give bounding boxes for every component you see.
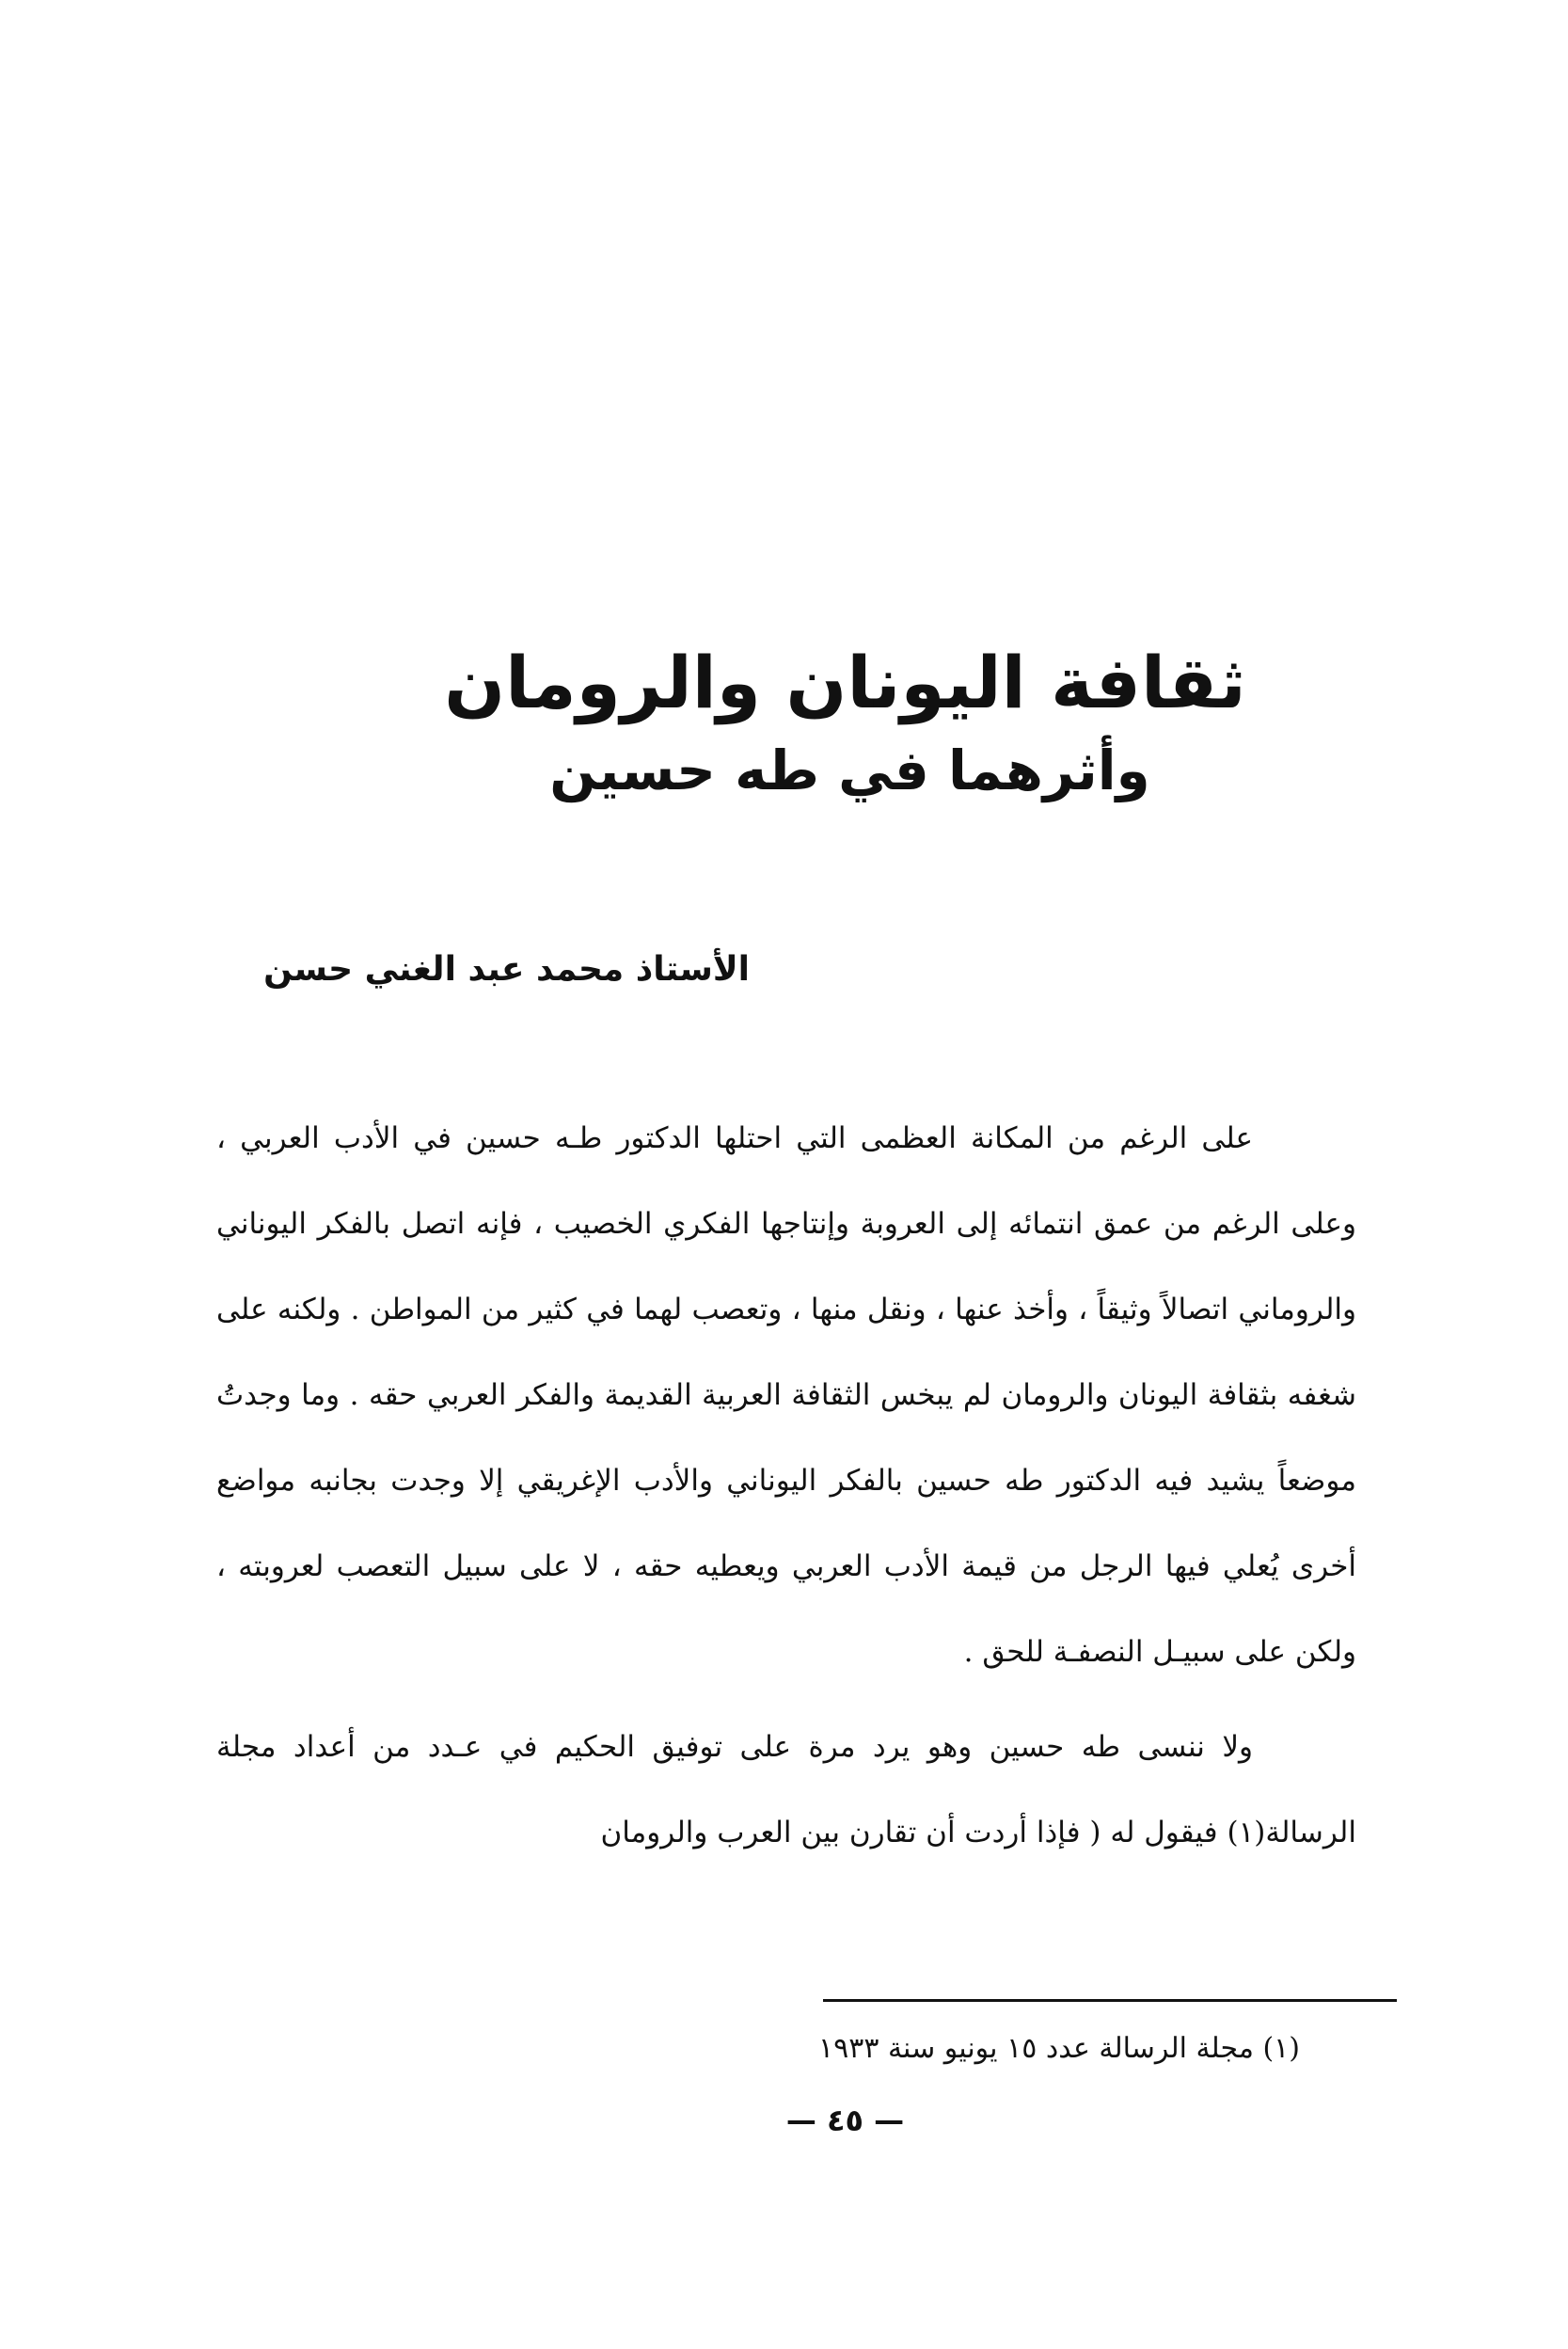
article-body — [216, 1096, 1356, 1876]
footnote-divider — [823, 1999, 1397, 2002]
page-number: — ٤٥ — — [785, 2103, 905, 2138]
author-name: الأستاذ محمد عبد الغني حسن — [263, 950, 750, 989]
footnote: (١) مجلة الرسالة عدد ١٥ يونيو سنة ١٩٣٣ — [817, 2032, 1300, 2065]
article-title: ثقافة اليونان والرومان — [444, 641, 1246, 724]
body-paragraph-1: على الرغم من المكانة العظمى التي احتلها الدكتور طـه حسين في الأدب العربي ، وعلى الرغم من عمق انتمائه إلى العروبة وإنتاجها الفكري الخصيب ، فإنه اتصل بالفكر اليوناني والروماني اتصالاً وثيقاً ، وأخذ عنها ، ونقل منها ، وتعصب لهما في كثير من المواطن . ولكنه على شغفه بثقافة اليونان والرومان لم يبخس الثقافة العربية القديمة والفكر العربي حقه . وما وجدتُ موضعاً يشيد فيه الدكتور طه حسين بالفكر اليوناني والأدب الإغريقي إلا وجدت بجانبه مواضع أخرى يُعلي فيها الرجل من قيمة الأدب العربي ويعطيه حقه ، لا على سبيل التعصب لعروبته ، ولكن على سبيـل النصفـة للحق . — [216, 1121, 1356, 1669]
article-subtitle: وأثرهما في طه حسين — [549, 738, 1150, 803]
title-block — [0, 640, 1568, 804]
body-paragraph-2: ولا ننسى طه حسين وهو يرد مرة على توفيق الحكيم في عـدد من أعداد مجلة الرسالة(١) فيقول له ( فإذا أردت أن تقارن بين العرب والرومان — [216, 1730, 1356, 1849]
